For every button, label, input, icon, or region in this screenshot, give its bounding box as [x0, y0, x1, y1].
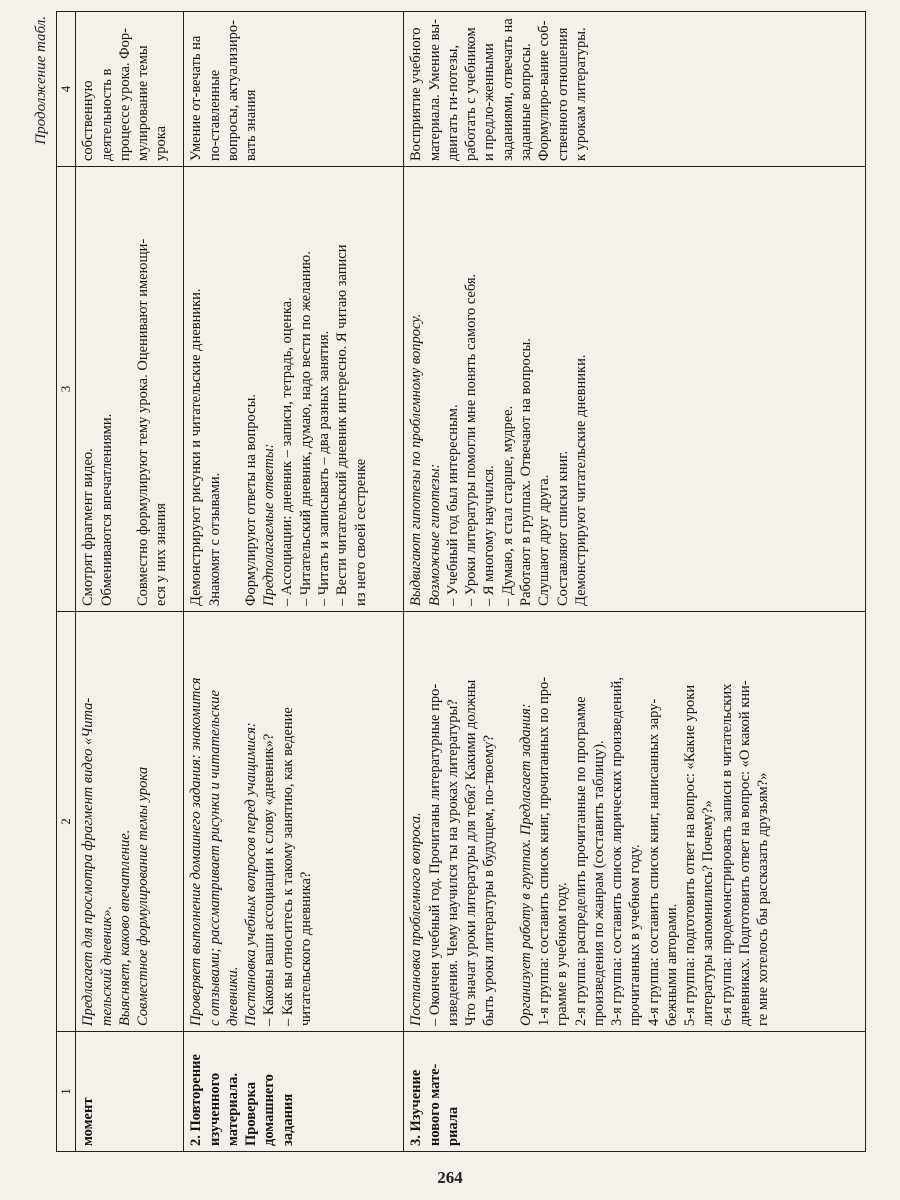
text-line: Предполагаемые ответы:: [261, 443, 278, 606]
teacher-activity-cell: [404, 612, 866, 1032]
text-line: – Думаю, я стал старше, мудрее.: [499, 405, 516, 606]
table-body: [76, 12, 866, 1152]
text-line: Что значат уроки литературы для тебя? Какими должны: [463, 679, 480, 1026]
text-line: – Ассоциации: дневник – записи, тетрадь, оценка.: [279, 297, 296, 606]
text-line: 5-я группа: подготовить ответ на вопрос: «Какие уроки: [682, 684, 699, 1026]
stage-cell: момент: [76, 1032, 184, 1152]
text-line: бежными авторами.: [663, 903, 680, 1026]
text-line: Работают в группах. Отвечают на вопросы.: [517, 338, 534, 606]
text-line: Предлагает для просмотра фрагмент видео «Чита-: [80, 697, 97, 1026]
paragraph-gap: [116, 172, 134, 606]
table-row: [404, 12, 866, 1152]
text-line: – Читать и записывать – два разных занятия.: [315, 330, 332, 606]
text-line: дневники.: [224, 966, 241, 1026]
table-row: [76, 12, 184, 1152]
text-line: Выясняет, каково впечатление.: [116, 829, 133, 1026]
text-line: Слушают друг друга.: [536, 474, 553, 606]
text-line: 3-я группа: составить список лирических произведений,: [609, 677, 626, 1026]
text-line: 4-я группа: составить список книг, написанных зару-: [645, 698, 662, 1026]
text-line: Формулируют ответы на вопросы.: [242, 394, 259, 606]
student-activity-cell: [404, 167, 866, 612]
text-line: прочитанных в учебном году.: [627, 844, 644, 1026]
text-line: Возможные гипотезы:: [426, 463, 443, 606]
text-line: Постановка проблемного вопроса.: [408, 812, 425, 1026]
text-line: Совместно формулируют тему урока. Оценивают имеющи-: [134, 238, 151, 606]
text-line: с отзывами; рассматривает рисунки и читательские: [206, 690, 223, 1026]
rotated-table-region: [30, 12, 870, 1152]
text-line: еся у них знания: [153, 503, 170, 606]
text-line: из него своей сестренке: [352, 458, 369, 606]
column-header-1: 1: [57, 1032, 76, 1152]
results-cell: собственную деятельность в процессе урока. Фор-мулирование темы урока: [76, 12, 184, 167]
text-line: Смотрят фрагмент видео.: [80, 448, 97, 606]
table-caption: Продолжение табл.: [33, 16, 49, 145]
text-line: ге мне хотелось бы рассказать друзьям?»: [755, 772, 772, 1026]
text-line: – Каковы ваши ассоциации к слову «дневник»?: [261, 733, 278, 1026]
stage-cell: 3. Изучение нового мате-риала: [404, 1032, 866, 1152]
student-activity-cell: [76, 167, 184, 612]
text-line: – Окончен учебный год. Прочитаны литературные про-: [426, 683, 443, 1026]
column-header-3: 3: [57, 167, 76, 612]
text-line: Знакомят с отзывами.: [206, 472, 223, 606]
table-row: [184, 12, 404, 1152]
column-header-2: 2: [57, 612, 76, 1032]
text-line: – Читательский дневник, думаю, надо вести по желанию.: [297, 251, 314, 606]
teacher-activity-cell: [184, 612, 404, 1032]
text-line: – Уроки литературы помогли мне понять самого себя.: [463, 273, 480, 606]
text-line: 6-я группа: продемонстрировать записи в читательских: [718, 683, 735, 1026]
header-row: [57, 12, 76, 1152]
teacher-activity-cell: [76, 612, 184, 1032]
column-header-4: 4: [57, 12, 76, 167]
text-line: Обмениваются впечатлениями.: [98, 413, 115, 606]
text-line: читательского дневника?: [297, 871, 314, 1026]
text-line: грамме в учебном году.: [554, 882, 571, 1026]
text-line: 1-я группа: составить список книг, прочитанных по про-: [535, 676, 552, 1026]
text-line: Организует работу в группах. Предлагает задания:: [517, 703, 534, 1026]
text-line: изведения. Чему научился ты на уроках литературы?: [444, 699, 461, 1026]
text-line: – Как вы относитесь к такому занятию, как ведение: [279, 707, 296, 1026]
text-line: тельский дневник».: [98, 905, 115, 1026]
text-line: Демонстрируют читательские дневники.: [572, 354, 589, 606]
text-line: Постановка учебных вопросов перед учащимися:: [243, 722, 260, 1026]
page-number: 264: [437, 1168, 463, 1187]
text-line: Выдвигают гипотезы по проблемному вопросу.: [408, 313, 425, 606]
paragraph-gap: [499, 617, 517, 1026]
text-line: Демонстрируют рисунки и читательские дневники.: [188, 288, 205, 606]
stage-cell: 2. Повторение изученного материала. Проверка домашнего задания: [184, 1032, 404, 1152]
text-line: 2-я группа: распределить прочитанные по программе: [572, 696, 589, 1026]
text-line: дневниках. Подготовить ответ на вопрос: «О какой кни-: [736, 680, 753, 1026]
lesson-plan-table: [56, 11, 866, 1152]
text-line: литературы запомнились? Почему?»: [700, 800, 717, 1026]
text-line: Проверяет выполнение домашнего задания: знакомится: [188, 677, 205, 1026]
text-line: – Вести читательский дневник интересно. Я читаю записи: [334, 244, 351, 606]
results-cell: Восприятие учебного материала. Умение вы-двигать ги-потезы, работать с учебником и предло-женными заданиями, отвечать на заданные вопросы. Формулиро-вание соб-ственного отношения к урокам литературы.: [404, 12, 866, 167]
text-line: быть уроки литературы в будущем, по-твоему?: [481, 735, 498, 1026]
text-line: – Учебный год был интересным.: [444, 404, 461, 606]
text-line: произведения по жанрам (составить таблицу).: [590, 740, 607, 1026]
results-cell: Умение от-вечать на по-ставленные вопросы, актуализиро-вать знания: [184, 12, 404, 167]
text-line: Составляют списки книг.: [554, 450, 571, 606]
text-line: – Я многому научился.: [481, 465, 498, 606]
text-line: Совместное формулирование темы урока: [135, 766, 152, 1026]
student-activity-cell: [184, 167, 404, 612]
paragraph-gap: [224, 172, 242, 606]
